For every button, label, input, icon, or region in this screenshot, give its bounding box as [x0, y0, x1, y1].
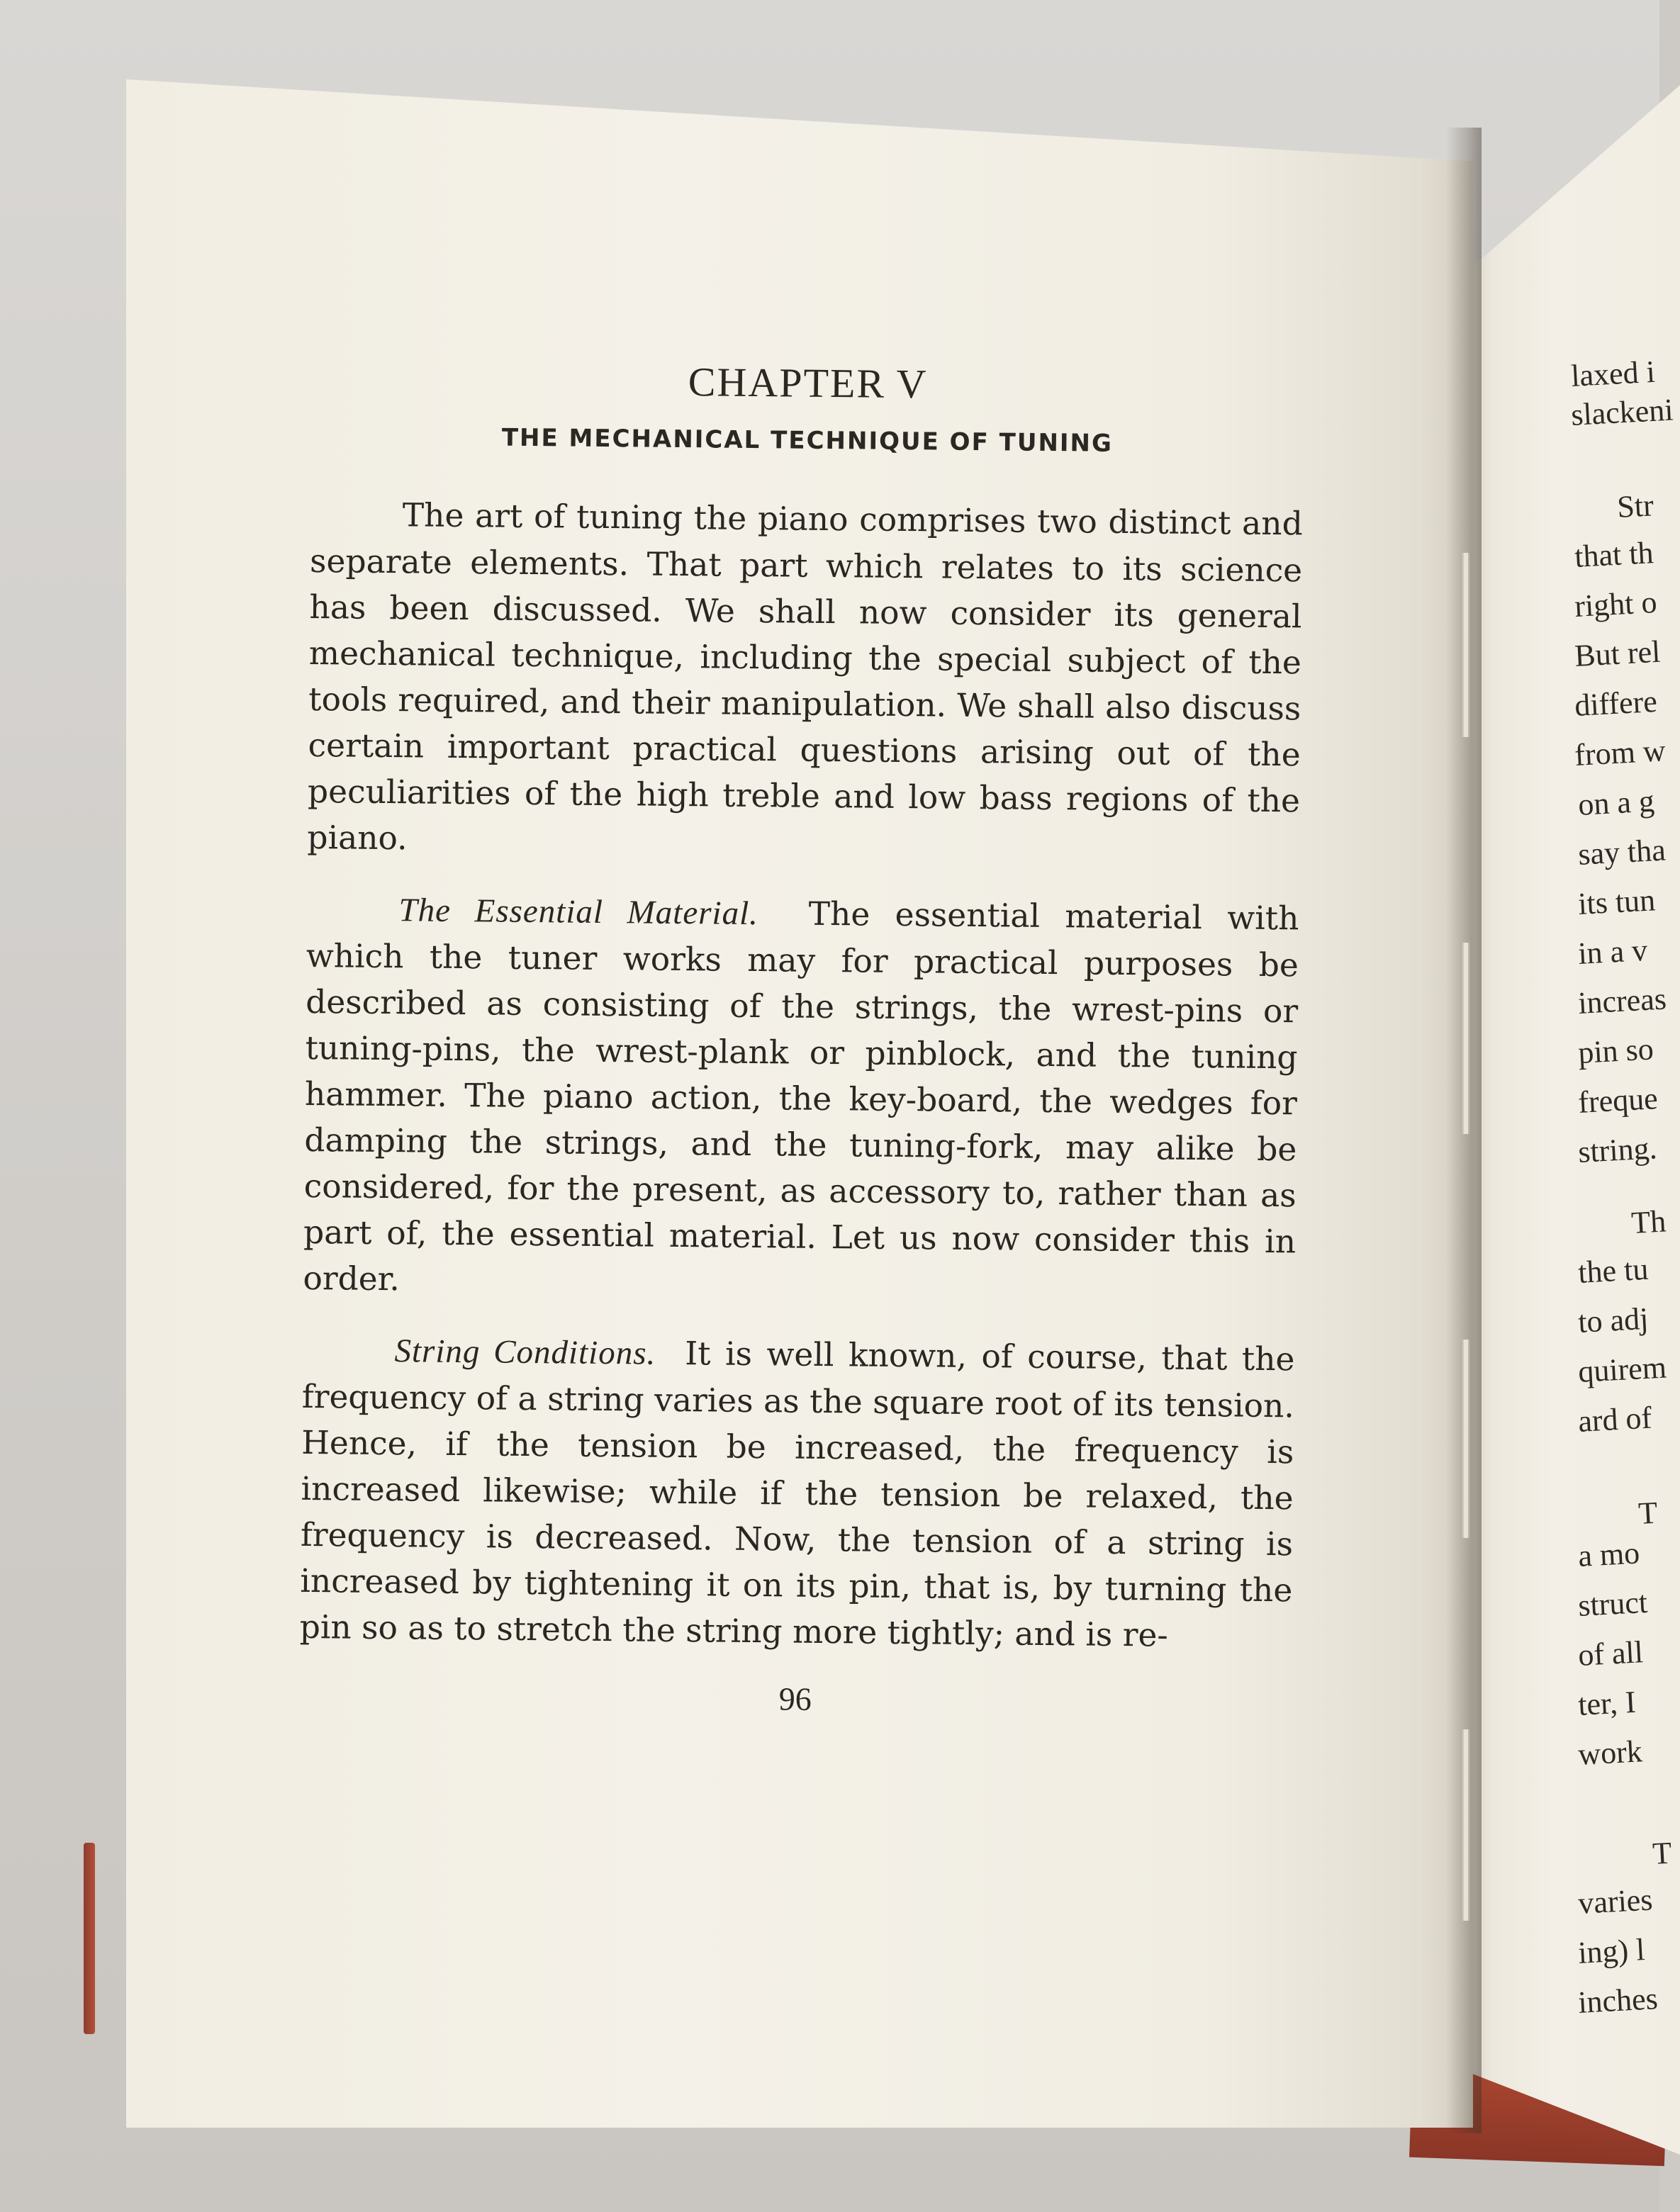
- paragraph: [307, 491, 1303, 870]
- paragraph-lead: The Essential Material.: [398, 892, 759, 933]
- facing-page-line: right o: [1574, 584, 1658, 624]
- facing-page-line: from w: [1574, 733, 1667, 773]
- facing-page-line: the tu: [1577, 1251, 1650, 1290]
- page-number: 96: [778, 1680, 812, 1717]
- binding-stitch: [1462, 943, 1469, 1134]
- paragraph-lead: String Conditions.: [394, 1332, 656, 1372]
- paragraph: [303, 886, 1299, 1310]
- facing-page-line: Str: [1616, 488, 1654, 524]
- paragraph-text: The essential material with which the tuner works may for practical purposes be described as consisting of the strings, the wrest-pins or tuning-pins, the wrest-plank or pinblock, and the tuning hammer. The piano action, the key-board, the wedges for damping the strings, and the tuning-fork, may alike be considered, for the present, as accessory to, rather than as part of, the essential material. Let us now consider this in order.: [303, 894, 1299, 1298]
- paragraph-text: The art of tuning the piano comprises two distinct and separate elements. That part which relates to its science has been discussed. We shall now consider its general mechanical technique, including the special subject of the tools required, and their manipulation. We shall also discuss certain important practical questions arising out of the peculiarities of the high treble and low bass regions of the piano.: [307, 496, 1304, 858]
- facing-page-line: ard of: [1577, 1400, 1653, 1439]
- facing-page-line: T: [1637, 1495, 1659, 1531]
- facing-page-line: its tun: [1577, 882, 1657, 921]
- facing-page-line: laxed i: [1570, 354, 1656, 393]
- facing-page-line: work: [1577, 1734, 1643, 1772]
- chapter-heading: CHAPTER V: [688, 359, 928, 408]
- chapter-title: THE MECHANICAL TECHNIQUE OF TUNING: [501, 423, 1114, 458]
- facing-page-line: struct: [1577, 1584, 1649, 1623]
- binding-stitch: [1462, 1729, 1469, 1921]
- facing-page-line: to adj: [1577, 1301, 1650, 1340]
- facing-page-line: increas: [1577, 981, 1668, 1021]
- paragraph-text: It is well known, of course, that the frequency of a string varies as the square root of its tension. Hence, if the tension be increased, the frequency is increased likewise; while if the tension be relaxed, the frequency is decreased. Now, the tension of a string is increased by tightening it on its pin, that is, by turning the pin so as to stretch the string more tightly; and is re-: [299, 1335, 1295, 1654]
- book-cover-edge: [84, 1843, 95, 2034]
- facing-page-line: slackeni: [1570, 392, 1674, 432]
- facing-page-line: that th: [1574, 535, 1654, 574]
- facing-page-line: say tha: [1577, 832, 1667, 872]
- facing-page-line: of all: [1577, 1634, 1645, 1673]
- facing-page-line: varies: [1577, 1882, 1654, 1921]
- facing-page-line: on a g: [1577, 783, 1656, 822]
- binding-stitch: [1462, 553, 1469, 737]
- facing-page-line: inches: [1577, 1981, 1659, 2020]
- binding-stitch: [1462, 1340, 1469, 1538]
- paragraph: [299, 1327, 1294, 1659]
- facing-page-line: quirem: [1577, 1349, 1668, 1389]
- facing-page-line: a mo: [1577, 1535, 1641, 1573]
- facing-page-line: string.: [1577, 1130, 1658, 1169]
- facing-page-line: Th: [1630, 1203, 1667, 1240]
- page-text-block: [299, 354, 1304, 1722]
- facing-page-line: But rel: [1574, 634, 1662, 673]
- facing-page-line: in a v: [1577, 932, 1649, 971]
- facing-page-line: pin so: [1577, 1031, 1654, 1070]
- facing-page-line: T: [1652, 1835, 1673, 1871]
- facing-page-line: ter, I: [1577, 1684, 1637, 1722]
- facing-page-line: freque: [1577, 1081, 1659, 1120]
- facing-page-line: differe: [1574, 683, 1658, 723]
- facing-page-line: ing) l: [1577, 1932, 1646, 1970]
